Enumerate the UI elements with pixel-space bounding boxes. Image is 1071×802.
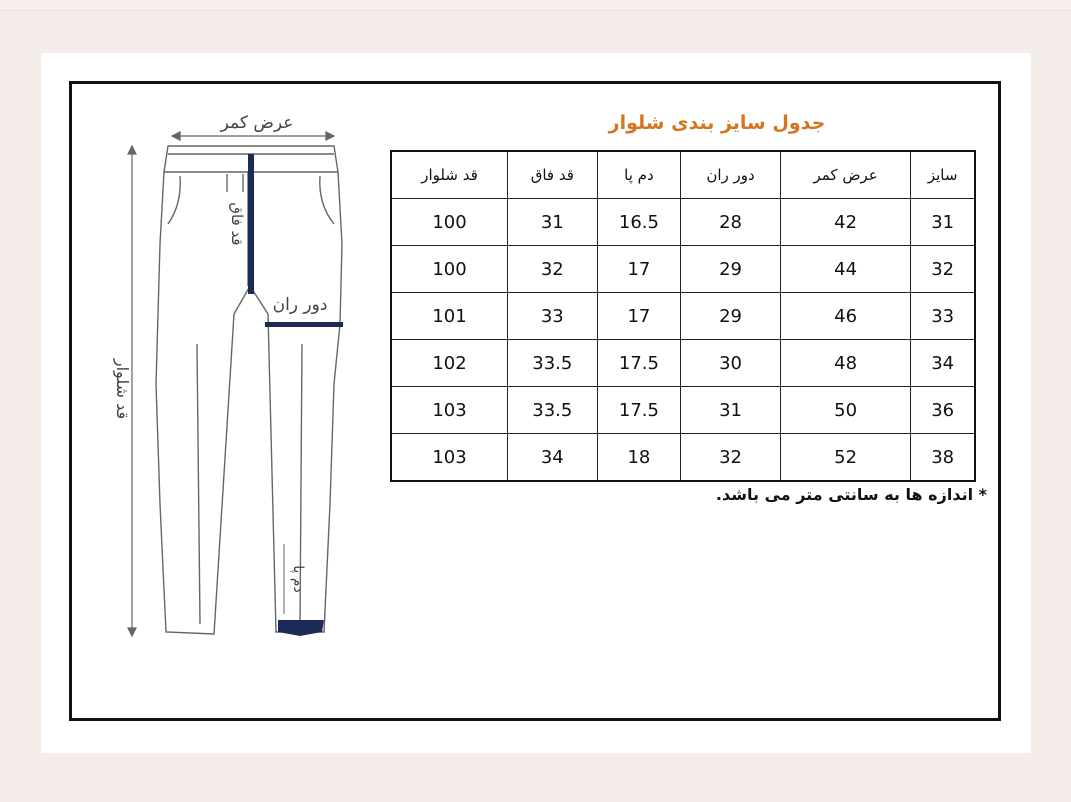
cell-rise: 34: [507, 434, 597, 482]
table-row: [391, 340, 975, 387]
cell-thigh: 29: [681, 293, 781, 340]
table-header-row: [391, 151, 975, 199]
cell-hem: 16.5: [597, 199, 681, 246]
rise-label: قد فاق: [228, 202, 246, 246]
waist-arrow: [172, 132, 334, 140]
cell-hem: 17.5: [597, 387, 681, 434]
table-row: [391, 387, 975, 434]
cell-thigh: 29: [681, 246, 781, 293]
cell-thigh: 31: [681, 387, 781, 434]
cell-size: 34: [911, 340, 975, 387]
table-row: [391, 199, 975, 246]
cell-length: 102: [391, 340, 507, 387]
cell-rise: 31: [507, 199, 597, 246]
size-chart-card: [41, 53, 1031, 753]
thigh-bar: [265, 322, 343, 327]
cell-rise: 33: [507, 293, 597, 340]
hem-bar: [278, 620, 324, 636]
cell-rise: 32: [507, 246, 597, 293]
header-length: قد شلوار: [391, 151, 507, 199]
cell-hem: 18: [597, 434, 681, 482]
units-note: * اندازه ها به سانتی متر می باشد.: [715, 485, 987, 504]
cell-thigh: 32: [681, 434, 781, 482]
cell-waist-width: 50: [780, 387, 910, 434]
cell-rise: 33.5: [507, 387, 597, 434]
cell-length: 103: [391, 387, 507, 434]
header-hem: دم پا: [597, 151, 681, 199]
table-row: [391, 434, 975, 482]
header-rise: قد فاق: [507, 151, 597, 199]
size-chart-frame: [69, 81, 1001, 721]
cell-thigh: 30: [681, 340, 781, 387]
cell-length: 100: [391, 246, 507, 293]
hem-label: دم پا: [290, 565, 306, 593]
header-waist-width: عرض کمر: [780, 151, 910, 199]
table-row: [391, 246, 975, 293]
waist-label: عرض کمر: [220, 113, 294, 133]
cell-waist-width: 44: [780, 246, 910, 293]
cell-hem: 17.5: [597, 340, 681, 387]
cell-size: 38: [911, 434, 975, 482]
cell-size: 31: [911, 199, 975, 246]
cell-length: 101: [391, 293, 507, 340]
cell-waist-width: 46: [780, 293, 910, 340]
cell-length: 103: [391, 434, 507, 482]
cell-size: 36: [911, 387, 975, 434]
cell-length: 100: [391, 199, 507, 246]
header-size: سایز: [911, 151, 975, 199]
cell-size: 33: [911, 293, 975, 340]
cell-size: 32: [911, 246, 975, 293]
top-strip: [0, 0, 1071, 11]
cell-hem: 17: [597, 246, 681, 293]
length-label: قد شلوار: [113, 358, 132, 420]
cell-waist-width: 52: [780, 434, 910, 482]
header-thigh: دور ران: [681, 151, 781, 199]
cell-hem: 17: [597, 293, 681, 340]
chart-title: جدول سایز بندی شلوار: [608, 112, 826, 134]
rise-bar: [248, 154, 254, 294]
cell-waist-width: 48: [780, 340, 910, 387]
cell-thigh: 28: [681, 199, 781, 246]
table-row: [391, 293, 975, 340]
cell-rise: 33.5: [507, 340, 597, 387]
size-table: [390, 150, 976, 482]
pants-diagram: [72, 84, 392, 704]
cell-waist-width: 42: [780, 199, 910, 246]
thigh-label: دور ران: [272, 295, 328, 315]
